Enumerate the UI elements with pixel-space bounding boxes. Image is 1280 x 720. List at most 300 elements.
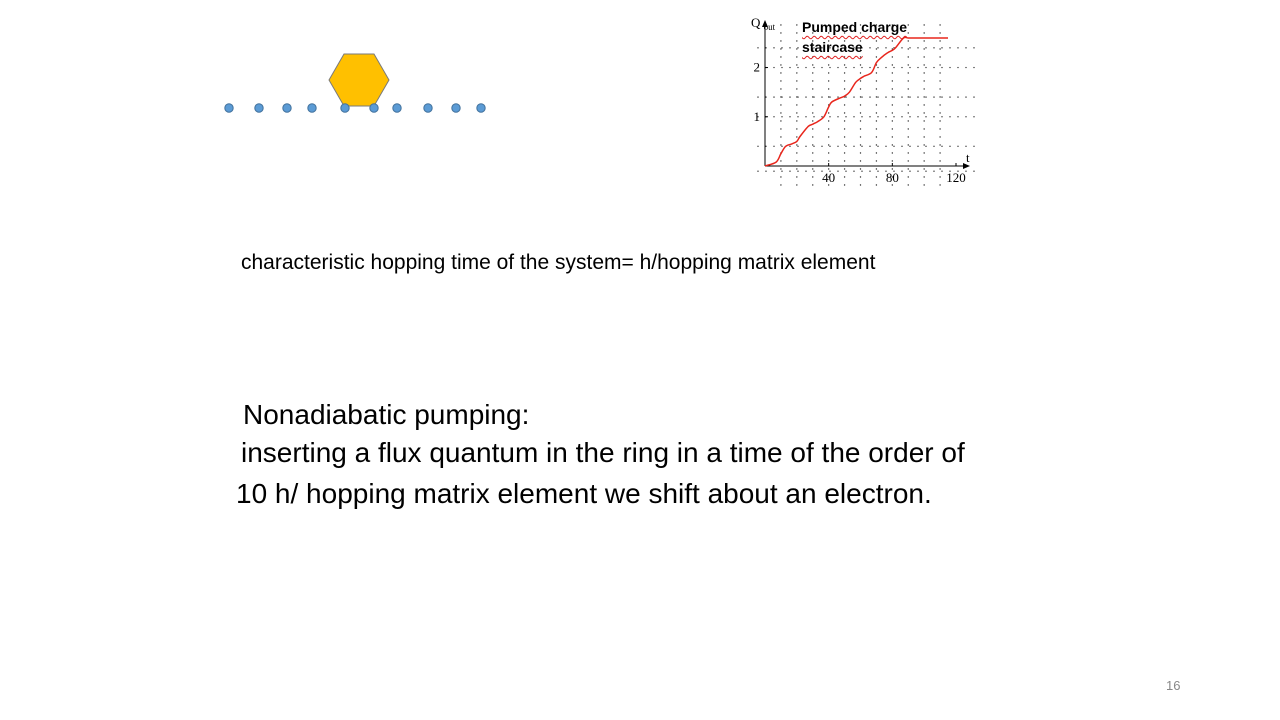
grid-dot (860, 112, 861, 113)
grid-dot (860, 104, 861, 105)
grid-dot (844, 160, 845, 161)
grid-dot (973, 171, 974, 172)
grid-dot (973, 47, 974, 48)
grid-dot (844, 64, 845, 65)
grid-dot (797, 116, 798, 117)
grid-dot (860, 120, 861, 121)
grid-dot (844, 112, 845, 113)
grid-dot (781, 47, 782, 48)
grid-dot (780, 136, 781, 137)
grid-dot (869, 171, 870, 172)
grid-dot (939, 64, 940, 65)
grid-dot (828, 96, 829, 97)
lattice-site (308, 104, 316, 112)
grid-dot (844, 120, 845, 121)
y-axis-label (751, 15, 776, 32)
y-axis-label-sub: out (763, 22, 776, 32)
grid-dot (844, 176, 845, 177)
grid-dot (860, 152, 861, 153)
grid-dot (853, 116, 854, 117)
grid-dot (821, 67, 822, 68)
grid-dot (909, 67, 910, 68)
grid-dot (917, 67, 918, 68)
grid-dot (780, 144, 781, 145)
grid-dot (923, 80, 924, 81)
grid-dot (877, 171, 878, 172)
grid-dot (892, 160, 893, 161)
grid-dot (965, 146, 966, 147)
grid-dot (973, 67, 974, 68)
grid-dot (892, 72, 893, 73)
grid-dot (780, 72, 781, 73)
grid-dot (805, 96, 806, 97)
grid-dot (781, 67, 782, 68)
grid-dot (939, 144, 940, 145)
grid-dot (796, 120, 797, 121)
grid-dot (861, 67, 862, 68)
lattice-site (370, 104, 378, 112)
grid-dot (923, 104, 924, 105)
grid-dot (893, 146, 894, 147)
grid-dot (812, 120, 813, 121)
grid-dot (821, 146, 822, 147)
grid-dot (957, 96, 958, 97)
grid-dot (796, 80, 797, 81)
grid-dot (893, 67, 894, 68)
grid-dot (757, 171, 758, 172)
grid-dot (965, 47, 966, 48)
grid-dot (789, 146, 790, 147)
grid-dot (909, 116, 910, 117)
grid-dot (796, 176, 797, 177)
slide-number: 16 (1166, 678, 1181, 693)
grid-dot (757, 96, 758, 97)
grid-dot (876, 104, 877, 105)
grid-dot (925, 116, 926, 117)
grid-dot (797, 96, 798, 97)
grid-dot (797, 47, 798, 48)
grid-dot (773, 146, 774, 147)
grid-dot (765, 171, 766, 172)
grid-dot (796, 184, 797, 185)
grid-dot (845, 67, 846, 68)
grid-dot (789, 171, 790, 172)
grid-dot (797, 171, 798, 172)
grid-dot (917, 171, 918, 172)
grid-dot (860, 72, 861, 73)
grid-dot (845, 171, 846, 172)
grid-dot (892, 136, 893, 137)
grid-dot (861, 146, 862, 147)
grid-dot (781, 96, 782, 97)
grid-dot (861, 96, 862, 97)
grid-dot (837, 171, 838, 172)
grid-dot (941, 116, 942, 117)
grid-dot (923, 144, 924, 145)
grid-dot (812, 104, 813, 105)
grid-dot (917, 96, 918, 97)
grid-dot (949, 146, 950, 147)
grid-dot (939, 128, 940, 129)
grid-dot (796, 144, 797, 145)
grid-dot (861, 171, 862, 172)
grid-dot (908, 176, 909, 177)
grid-dot (909, 146, 910, 147)
grid-dot (892, 152, 893, 153)
grid-dot (789, 47, 790, 48)
grid-dot (939, 96, 940, 97)
grid-dot (908, 72, 909, 73)
grid-dot (844, 104, 845, 105)
grid-dot (765, 96, 766, 97)
grid-dot (901, 146, 902, 147)
x-tick-label: 80 (885, 170, 899, 185)
grid-dot (828, 80, 829, 81)
grid-dot (813, 146, 814, 147)
grid-dot (796, 88, 797, 89)
grid-dot (892, 80, 893, 81)
grid-dot (965, 116, 966, 117)
grid-dot (845, 146, 846, 147)
grid-dot (941, 146, 942, 147)
grid-dot (901, 96, 902, 97)
grid-dot (829, 116, 830, 117)
grid-dot (829, 67, 830, 68)
grid-dot (828, 160, 829, 161)
grid-dot (780, 32, 781, 33)
grid-dot (805, 146, 806, 147)
grid-dot (812, 144, 813, 145)
grid-dot (908, 112, 909, 113)
grid-dot (812, 176, 813, 177)
grid-dot (828, 128, 829, 129)
grid-dot (941, 67, 942, 68)
grid-dot (923, 96, 924, 97)
grid-dot (780, 56, 781, 57)
paragraph-line-2: inserting a flux quantum in the ring in a time of the order of (241, 437, 965, 468)
x-axis-label: t (966, 150, 970, 165)
grid-dot (877, 116, 878, 117)
grid-dot (939, 184, 940, 185)
grid-dot (781, 146, 782, 147)
grid-dot (869, 146, 870, 147)
grid-dot (908, 120, 909, 121)
grid-dot (773, 67, 774, 68)
grid-dot (860, 64, 861, 65)
grid-dot (923, 112, 924, 113)
grid-dot (828, 136, 829, 137)
grid-dot (908, 88, 909, 89)
grid-dot (923, 64, 924, 65)
lattice-site (393, 104, 401, 112)
grid-dot (837, 146, 838, 147)
grid-dot (780, 80, 781, 81)
grid-dot (789, 96, 790, 97)
grid-dot (812, 160, 813, 161)
grid-dot (780, 48, 781, 49)
grid-dot (813, 67, 814, 68)
grid-dot (796, 152, 797, 153)
grid-dot (812, 136, 813, 137)
grid-dot (853, 146, 854, 147)
grid-dot (876, 152, 877, 153)
grid-dot (909, 96, 910, 97)
grid-dot (892, 88, 893, 89)
grid-dot (773, 116, 774, 117)
grid-dot (892, 64, 893, 65)
grid-dot (797, 146, 798, 147)
grid-dot (844, 128, 845, 129)
grid-dot (796, 104, 797, 105)
x-tick-label: 120 (946, 170, 966, 185)
grid-dot (805, 171, 806, 172)
grid-dot (923, 176, 924, 177)
grid-dot (939, 88, 940, 89)
grid-dot (773, 96, 774, 97)
grid-dot (780, 24, 781, 25)
grid-dot (876, 88, 877, 89)
grid-dot (885, 67, 886, 68)
grid-dot (892, 96, 893, 97)
grid-dot (796, 48, 797, 49)
lattice-site (424, 104, 432, 112)
grid-dot (812, 80, 813, 81)
grid-dot (908, 136, 909, 137)
grid-dot (949, 67, 950, 68)
grid-dot (917, 146, 918, 147)
grid-dot (796, 160, 797, 161)
grid-dot (869, 67, 870, 68)
grid-dot (844, 72, 845, 73)
grid-dot (780, 88, 781, 89)
grid-dot (845, 96, 846, 97)
grid-dot (860, 88, 861, 89)
paragraph-line-3: 10 h/ hopping matrix element we shift about an electron. (236, 478, 932, 509)
grid-dot (757, 146, 758, 147)
grid-dot (933, 171, 934, 172)
grid-dot (908, 128, 909, 129)
grid-dot (780, 104, 781, 105)
grid-dot (789, 67, 790, 68)
grid-dot (876, 144, 877, 145)
grid-dot (780, 40, 781, 41)
grid-dot (908, 152, 909, 153)
grid-dot (923, 136, 924, 137)
grid-dot (892, 104, 893, 105)
grid-dot (973, 116, 974, 117)
grid-dot (837, 116, 838, 117)
grid-dot (877, 146, 878, 147)
paragraph-heading: Nonadiabatic pumping: (243, 399, 530, 430)
lattice-site (452, 104, 460, 112)
grid-dot (939, 136, 940, 137)
lattice-site (341, 104, 349, 112)
grid-dot (813, 96, 814, 97)
grid-dot (861, 116, 862, 117)
grid-dot (780, 176, 781, 177)
grid-dot (965, 67, 966, 68)
grid-dot (844, 184, 845, 185)
grid-dot (949, 116, 950, 117)
grid-dot (780, 168, 781, 169)
grid-dot (877, 96, 878, 97)
grid-dot (876, 72, 877, 73)
grid-dot (885, 96, 886, 97)
grid-dot (796, 112, 797, 113)
grid-dot (812, 152, 813, 153)
grid-dot (844, 152, 845, 153)
grid-dot (844, 88, 845, 89)
x-tick-label: 40 (822, 170, 836, 185)
grid-dot (892, 120, 893, 121)
grid-dot (925, 67, 926, 68)
grid-dot (923, 184, 924, 185)
grid-dot (923, 168, 924, 169)
grid-dot (877, 67, 878, 68)
grid-dot (812, 184, 813, 185)
grid-dot (853, 96, 854, 97)
grid-dot (892, 144, 893, 145)
grid-dot (765, 146, 766, 147)
grid-dot (860, 160, 861, 161)
grid-dot (812, 168, 813, 169)
grid-dot (796, 40, 797, 41)
grid-dot (908, 168, 909, 169)
grid-dot (860, 80, 861, 81)
grid-dot (860, 96, 861, 97)
grid-dot (805, 67, 806, 68)
grid-dot (845, 116, 846, 117)
grid-dot (876, 160, 877, 161)
grid-dot (957, 146, 958, 147)
grid-dot (908, 64, 909, 65)
grid-dot (925, 146, 926, 147)
y-tick-labels (754, 60, 769, 124)
grid-dot (805, 116, 806, 117)
grid-dot (939, 112, 940, 113)
grid-dot (941, 171, 942, 172)
grid-dot (908, 80, 909, 81)
y-tick-label: 1 (753, 108, 760, 124)
grid-dot (973, 96, 974, 97)
y-axis-label-main: Q (751, 15, 761, 30)
grid-dot (876, 80, 877, 81)
grid-dot (908, 160, 909, 161)
grid-dot (797, 67, 798, 68)
grid-dot (909, 171, 910, 172)
grid-dot (853, 67, 854, 68)
grid-dot (939, 176, 940, 177)
grid-dot (893, 116, 894, 117)
lattice-site (283, 104, 291, 112)
grid-dot (923, 152, 924, 153)
grid-dot (923, 160, 924, 161)
grid-dot (780, 64, 781, 65)
grid-dot (939, 120, 940, 121)
grid-dot (869, 96, 870, 97)
grid-dot (780, 128, 781, 129)
grid-dot (813, 116, 814, 117)
grid-dot (876, 176, 877, 177)
chart-title-line2: staircase (802, 39, 863, 55)
grid-dot (821, 96, 822, 97)
grid-dot (869, 116, 870, 117)
grid-dot (939, 168, 940, 169)
chart-title (802, 17, 952, 57)
grid-dot (901, 171, 902, 172)
grid-dot (828, 120, 829, 121)
grid-dot (844, 144, 845, 145)
grid-dot (923, 120, 924, 121)
grid-dot (837, 96, 838, 97)
lattice-diagram (0, 0, 560, 160)
grid-dot (908, 96, 909, 97)
grid-dot (828, 64, 829, 65)
grid-dot (892, 128, 893, 129)
grid-dot (828, 144, 829, 145)
grid-dot (812, 88, 813, 89)
grid-dot (828, 88, 829, 89)
grid-dot (876, 96, 877, 97)
grid-dot (885, 116, 886, 117)
grid-dot (828, 72, 829, 73)
grid-dot (829, 96, 830, 97)
grid-dot (933, 116, 934, 117)
grid-dot (892, 112, 893, 113)
grid-dot (893, 96, 894, 97)
grid-dot (828, 152, 829, 153)
grid-dot (933, 146, 934, 147)
chart-title-line1: Pumped charge (802, 19, 908, 35)
grid-dot (876, 120, 877, 121)
grid-dot (933, 96, 934, 97)
grid-dot (853, 171, 854, 172)
grid-dot (796, 136, 797, 137)
grid-dot (860, 136, 861, 137)
grid-dot (844, 136, 845, 137)
grid-dot (796, 168, 797, 169)
lattice-site (255, 104, 263, 112)
grid-dot (796, 32, 797, 33)
grid-dot (796, 64, 797, 65)
grid-dot (901, 67, 902, 68)
grid-dot (780, 120, 781, 121)
grid-dot (812, 64, 813, 65)
grid-dot (829, 146, 830, 147)
grid-dot (796, 128, 797, 129)
grid-dot (901, 116, 902, 117)
grid-dot (925, 96, 926, 97)
grid-dot (781, 171, 782, 172)
grid-dot (828, 112, 829, 113)
grid-dot (781, 116, 782, 117)
grid-dot (876, 136, 877, 137)
grid-dot (876, 184, 877, 185)
lattice-site (477, 104, 485, 112)
grid-dot (860, 184, 861, 185)
grid-dot (844, 168, 845, 169)
grid-dot (860, 176, 861, 177)
grid-dot (917, 116, 918, 117)
grid-dot (860, 144, 861, 145)
grid-dot (796, 56, 797, 57)
grid-dot (812, 72, 813, 73)
grid-dot (796, 72, 797, 73)
grid-dot (885, 146, 886, 147)
grid-dot (973, 146, 974, 147)
grid-dot (812, 96, 813, 97)
y-tick-label: 2 (753, 59, 760, 75)
